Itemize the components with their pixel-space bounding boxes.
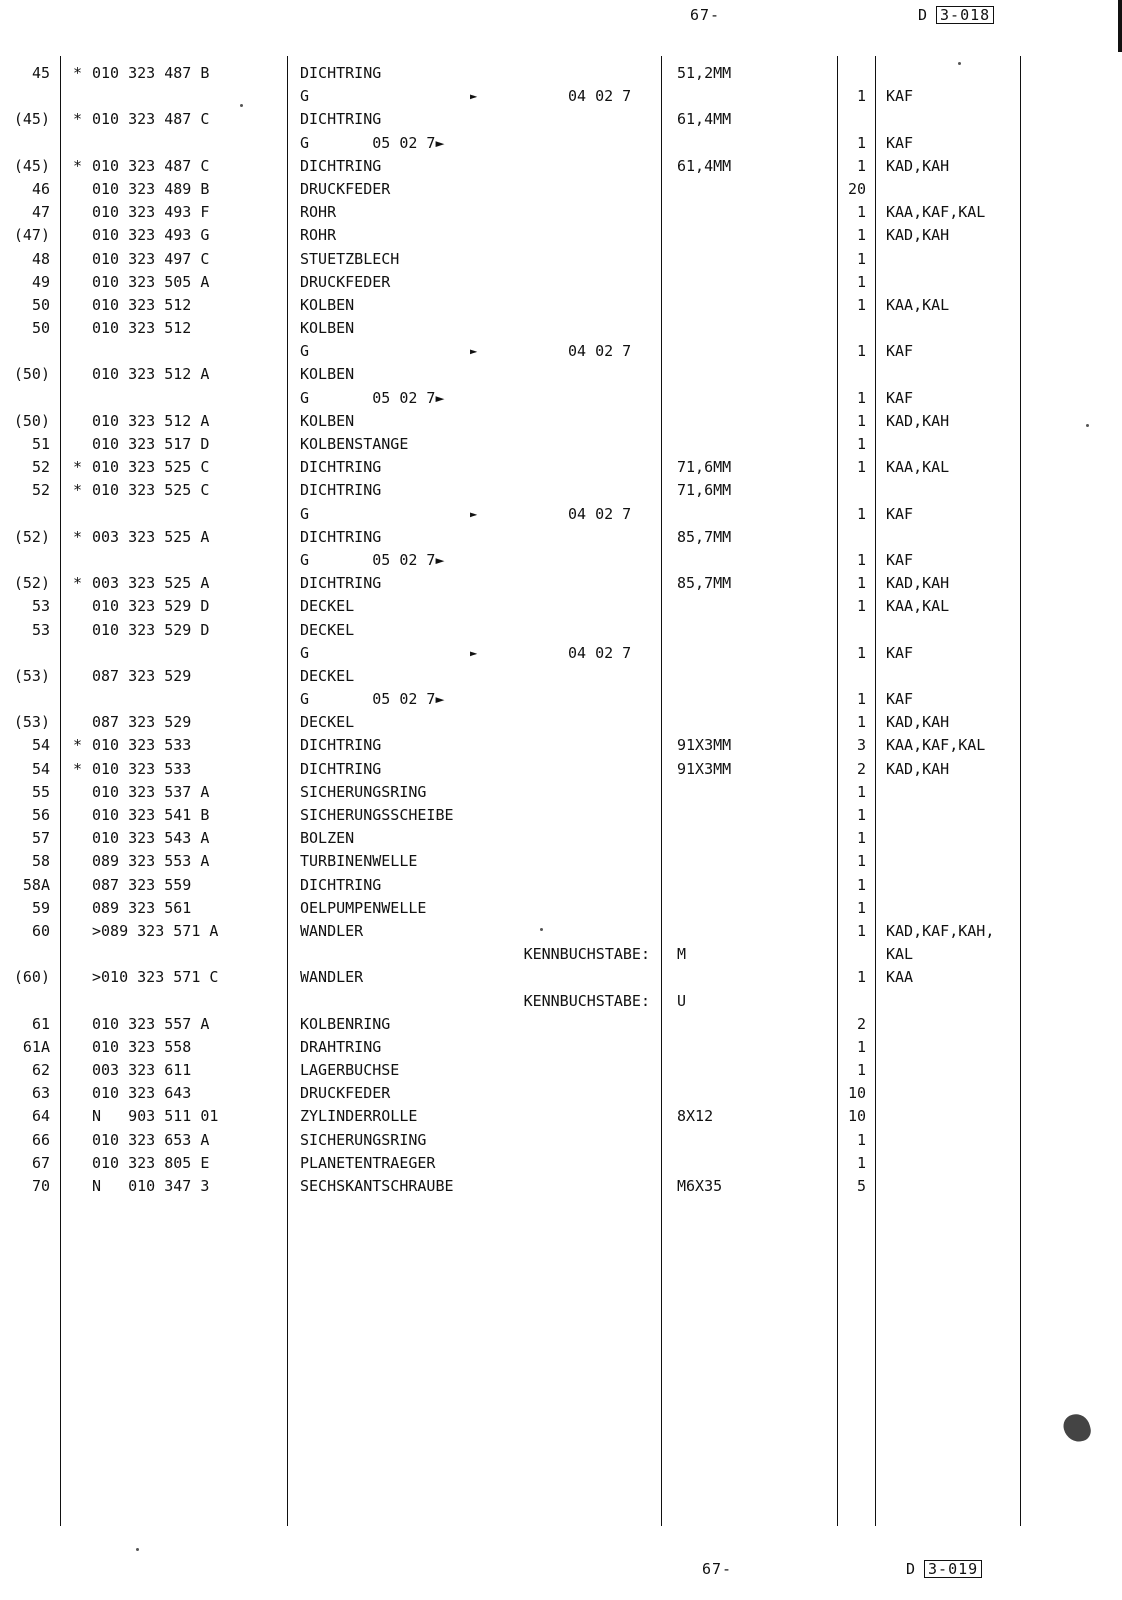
quantity: 1 bbox=[856, 458, 866, 477]
part-number: 010 323 805 E bbox=[92, 1153, 210, 1172]
table-row bbox=[0, 1059, 1122, 1082]
position-number: 56 bbox=[31, 806, 50, 824]
part-number: 010 323 529 D bbox=[92, 620, 210, 639]
part-number: N 010 347 3 bbox=[92, 1177, 210, 1195]
position-number: 66 bbox=[31, 1130, 50, 1149]
table-row bbox=[0, 688, 1122, 711]
position-number: 52 bbox=[31, 458, 50, 477]
header-section-code: 3-018 bbox=[936, 6, 994, 24]
position-number: (60) bbox=[13, 968, 50, 987]
part-description: G 05 02 7► bbox=[300, 388, 445, 407]
part-number: 010 323 525 C bbox=[92, 481, 210, 500]
wear-part-marker: * bbox=[73, 736, 83, 755]
model-codes: KAD,KAH bbox=[886, 713, 950, 732]
part-number: 087 323 529 bbox=[92, 666, 192, 685]
change-date: 04 02 7 bbox=[568, 342, 632, 361]
position-number: (53) bbox=[13, 713, 50, 732]
change-arrow: ► bbox=[470, 506, 478, 521]
model-codes: KAF bbox=[886, 550, 914, 569]
position-number: 47 bbox=[31, 203, 50, 222]
model-codes: KAA,KAL bbox=[886, 597, 950, 616]
table-row bbox=[0, 433, 1122, 456]
part-description: WANDLER bbox=[300, 921, 364, 940]
part-number: 010 323 487 C bbox=[92, 110, 210, 129]
table-row bbox=[0, 804, 1122, 827]
wear-part-marker: * bbox=[73, 759, 83, 778]
part-spec: M bbox=[677, 945, 687, 964]
part-number: 089 323 553 A bbox=[92, 852, 210, 871]
part-number: 010 323 643 bbox=[92, 1084, 192, 1103]
model-codes: KAA,KAF,KAL bbox=[886, 736, 986, 755]
footer-section-letter: D bbox=[906, 1560, 917, 1578]
position-number: (50) bbox=[13, 365, 50, 384]
part-description: DECKEL bbox=[300, 713, 355, 732]
model-codes: KAA,KAL bbox=[886, 458, 950, 477]
quantity: 1 bbox=[856, 875, 866, 894]
position-number: 61 bbox=[31, 1014, 50, 1033]
table-row bbox=[0, 572, 1122, 595]
position-number: (45) bbox=[13, 110, 50, 129]
change-arrow: ► bbox=[470, 344, 478, 359]
position-number: 50 bbox=[31, 295, 50, 314]
part-spec: 61,4MM bbox=[677, 156, 732, 175]
part-spec: 71,6MM bbox=[677, 481, 732, 500]
part-description: DECKEL bbox=[300, 597, 355, 616]
table-row bbox=[0, 201, 1122, 224]
quantity: 1 bbox=[856, 226, 866, 245]
position-number: 63 bbox=[31, 1084, 50, 1103]
table-row bbox=[0, 178, 1122, 201]
wear-part-marker: * bbox=[73, 527, 83, 546]
part-number: 010 323 517 D bbox=[92, 435, 210, 453]
position-number: 50 bbox=[31, 319, 50, 338]
part-spec: 91X3MM bbox=[677, 736, 732, 755]
quantity: 1 bbox=[856, 921, 866, 940]
quantity: 1 bbox=[856, 1153, 866, 1172]
position-number: 54 bbox=[31, 759, 50, 778]
header-page-ref: 67- bbox=[690, 6, 721, 24]
model-codes: KAF bbox=[886, 690, 914, 709]
part-description: DICHTRING bbox=[300, 156, 382, 175]
table-row bbox=[0, 479, 1122, 502]
model-codes: KAL bbox=[886, 945, 914, 964]
quantity: 1 bbox=[856, 690, 866, 709]
quantity: 1 bbox=[856, 597, 866, 616]
quantity: 2 bbox=[856, 759, 866, 778]
quantity: 1 bbox=[856, 643, 866, 662]
table-row bbox=[0, 595, 1122, 618]
table-row bbox=[0, 850, 1122, 873]
part-number: 010 323 487 C bbox=[92, 156, 210, 175]
model-codes: KAF bbox=[886, 504, 914, 523]
part-description: G bbox=[300, 87, 310, 106]
quantity: 1 bbox=[856, 898, 866, 917]
change-arrow: ► bbox=[470, 645, 478, 660]
table-row bbox=[0, 642, 1122, 665]
quantity: 1 bbox=[856, 1037, 866, 1056]
part-description: ROHR bbox=[300, 203, 337, 222]
quantity: 1 bbox=[856, 156, 866, 175]
part-number: 010 323 493 G bbox=[92, 226, 210, 245]
quantity: 1 bbox=[856, 435, 866, 453]
quantity: 3 bbox=[856, 736, 866, 755]
part-description: KOLBEN bbox=[300, 295, 355, 314]
table-row bbox=[0, 711, 1122, 734]
wear-part-marker: * bbox=[73, 481, 83, 500]
table-row bbox=[0, 1175, 1122, 1198]
table-row bbox=[0, 503, 1122, 526]
scan-speck bbox=[136, 1548, 139, 1551]
quantity: 1 bbox=[856, 574, 866, 593]
table-row bbox=[0, 943, 1122, 966]
part-description: DRUCKFEDER bbox=[300, 272, 391, 291]
part-spec: 91X3MM bbox=[677, 759, 732, 778]
position-number: 59 bbox=[31, 898, 50, 917]
model-codes: KAF bbox=[886, 643, 914, 662]
table-row bbox=[0, 1013, 1122, 1036]
part-spec: 85,7MM bbox=[677, 527, 732, 546]
part-number: >010 323 571 C bbox=[92, 968, 219, 987]
part-number: 010 323 525 C bbox=[92, 458, 210, 477]
model-codes: KAF bbox=[886, 133, 914, 152]
table-row bbox=[0, 966, 1122, 989]
table-row bbox=[0, 526, 1122, 549]
quantity: 1 bbox=[856, 1130, 866, 1149]
table-row bbox=[0, 990, 1122, 1013]
position-number: 61A bbox=[22, 1037, 50, 1056]
part-description: G bbox=[300, 504, 310, 523]
position-number: 67 bbox=[31, 1153, 50, 1172]
table-row bbox=[0, 827, 1122, 850]
quantity: 1 bbox=[856, 272, 866, 291]
part-spec: 51,2MM bbox=[677, 64, 732, 82]
header-section bbox=[918, 6, 994, 24]
table-row bbox=[0, 224, 1122, 247]
position-number: 58A bbox=[22, 875, 50, 894]
model-codes: KAD,KAH bbox=[886, 759, 950, 778]
part-description: G 05 02 7► bbox=[300, 550, 445, 569]
table-row bbox=[0, 1129, 1122, 1152]
quantity: 2 bbox=[856, 1014, 866, 1033]
quantity: 1 bbox=[856, 203, 866, 222]
part-description: DICHTRING bbox=[300, 527, 382, 546]
model-codes: KAD,KAH bbox=[886, 574, 950, 593]
part-number: 010 323 512 bbox=[92, 319, 192, 338]
quantity: 5 bbox=[856, 1177, 866, 1195]
ink-blot bbox=[1061, 1411, 1093, 1445]
change-date: 04 02 7 bbox=[568, 504, 632, 523]
position-number: 58 bbox=[31, 852, 50, 871]
table-row bbox=[0, 456, 1122, 479]
model-codes: KAD,KAF,KAH, bbox=[886, 921, 995, 940]
part-description: SECHSKANTSCHRAUBE bbox=[300, 1177, 454, 1195]
position-number: 53 bbox=[31, 620, 50, 639]
position-number: 48 bbox=[31, 249, 50, 268]
part-number: 010 323 533 bbox=[92, 736, 192, 755]
table-row bbox=[0, 897, 1122, 920]
scan-speck bbox=[1086, 424, 1089, 427]
position-number: 49 bbox=[31, 272, 50, 291]
footer-page-ref: 67- bbox=[702, 1560, 733, 1578]
part-description: G bbox=[300, 643, 310, 662]
part-description: DICHTRING bbox=[300, 458, 382, 477]
part-description: G 05 02 7► bbox=[300, 690, 445, 709]
wear-part-marker: * bbox=[73, 64, 83, 82]
part-number: 010 323 493 F bbox=[92, 203, 210, 222]
position-number: 52 bbox=[31, 481, 50, 500]
part-number: 003 323 611 bbox=[92, 1061, 192, 1080]
quantity: 1 bbox=[856, 852, 866, 871]
part-number: 087 323 559 bbox=[92, 875, 192, 894]
part-description: DICHTRING bbox=[300, 110, 382, 129]
quantity: 1 bbox=[856, 388, 866, 407]
part-description: TURBINENWELLE bbox=[300, 852, 418, 871]
quantity: 10 bbox=[847, 1084, 866, 1103]
model-codes: KAA bbox=[886, 968, 914, 987]
footer-section-code: 3-019 bbox=[924, 1560, 982, 1578]
part-spec: U bbox=[677, 991, 687, 1010]
quantity: 1 bbox=[856, 342, 866, 361]
part-description: DRUCKFEDER bbox=[300, 1084, 391, 1103]
change-arrow: ► bbox=[470, 89, 478, 104]
part-spec: M6X35 bbox=[677, 1177, 723, 1195]
part-description: DICHTRING bbox=[300, 875, 382, 894]
position-number: 57 bbox=[31, 829, 50, 848]
model-codes: KAD,KAH bbox=[886, 411, 950, 430]
table-row bbox=[0, 387, 1122, 410]
model-codes: KAD,KAH bbox=[886, 156, 950, 175]
header-section-letter: D bbox=[918, 6, 929, 24]
part-description: OELPUMPENWELLE bbox=[300, 898, 427, 917]
quantity: 1 bbox=[856, 713, 866, 732]
part-spec: 8X12 bbox=[677, 1107, 714, 1126]
table-row bbox=[0, 62, 1122, 85]
part-description: DICHTRING bbox=[300, 481, 382, 500]
part-number: 003 323 525 A bbox=[92, 527, 210, 546]
position-number: (52) bbox=[13, 574, 50, 593]
part-number: 010 323 489 B bbox=[92, 179, 210, 198]
part-number: 010 323 512 A bbox=[92, 411, 210, 430]
change-date: 04 02 7 bbox=[568, 87, 632, 106]
quantity: 1 bbox=[856, 87, 866, 106]
table-row bbox=[0, 363, 1122, 386]
table-row bbox=[0, 781, 1122, 804]
position-number: 70 bbox=[31, 1177, 50, 1195]
scan-speck bbox=[240, 104, 243, 107]
quantity: 1 bbox=[856, 806, 866, 824]
part-description: DRUCKFEDER bbox=[300, 179, 391, 198]
table-row bbox=[0, 155, 1122, 178]
position-number: 62 bbox=[31, 1061, 50, 1080]
scan-speck bbox=[540, 928, 543, 931]
table-row bbox=[0, 734, 1122, 757]
part-spec: 85,7MM bbox=[677, 574, 732, 593]
position-number: 45 bbox=[31, 64, 50, 82]
part-number: >089 323 571 A bbox=[92, 921, 219, 940]
quantity: 1 bbox=[856, 249, 866, 268]
part-description: G 05 02 7► bbox=[300, 133, 445, 152]
table-row bbox=[0, 665, 1122, 688]
model-codes: KAF bbox=[886, 388, 914, 407]
part-number: 010 323 512 bbox=[92, 295, 192, 314]
part-description: WANDLER bbox=[300, 968, 364, 987]
table-row bbox=[0, 1036, 1122, 1059]
position-number: 51 bbox=[31, 435, 50, 453]
position-number: 46 bbox=[31, 179, 50, 198]
part-description: ZYLINDERROLLE bbox=[300, 1107, 418, 1126]
quantity: 1 bbox=[856, 295, 866, 314]
part-spec: 71,6MM bbox=[677, 458, 732, 477]
part-number: N 903 511 01 bbox=[92, 1107, 219, 1126]
model-codes: KAF bbox=[886, 87, 914, 106]
part-description: DRAHTRING bbox=[300, 1037, 382, 1056]
part-description: LAGERBUCHSE bbox=[300, 1061, 400, 1080]
table-row bbox=[0, 410, 1122, 433]
part-number: 003 323 525 A bbox=[92, 574, 210, 593]
part-number: 010 323 487 B bbox=[92, 64, 210, 82]
part-description: DICHTRING bbox=[300, 736, 382, 755]
footer-section bbox=[906, 1560, 982, 1578]
table-row bbox=[0, 85, 1122, 108]
quantity: 1 bbox=[856, 1061, 866, 1080]
position-number: (50) bbox=[13, 411, 50, 430]
parts-table bbox=[0, 62, 1122, 1198]
table-row bbox=[0, 758, 1122, 781]
model-codes: KAA,KAF,KAL bbox=[886, 203, 986, 222]
part-description: PLANETENTRAEGER bbox=[300, 1153, 436, 1172]
quantity: 1 bbox=[856, 133, 866, 152]
quantity: 1 bbox=[856, 968, 866, 987]
part-description: DECKEL bbox=[300, 666, 355, 685]
model-codes: KAF bbox=[886, 342, 914, 361]
part-number: 010 323 529 D bbox=[92, 597, 210, 616]
position-number: 53 bbox=[31, 597, 50, 616]
part-number: 010 323 505 A bbox=[92, 272, 210, 291]
change-date: 04 02 7 bbox=[568, 643, 632, 662]
wear-part-marker: * bbox=[73, 156, 83, 175]
table-row bbox=[0, 874, 1122, 897]
table-row bbox=[0, 340, 1122, 363]
quantity: 1 bbox=[856, 829, 866, 848]
part-description: KOLBEN bbox=[300, 411, 355, 430]
part-description: DECKEL bbox=[300, 620, 355, 639]
part-number: 010 323 512 A bbox=[92, 365, 210, 384]
part-number: 087 323 529 bbox=[92, 713, 192, 732]
part-number: 010 323 533 bbox=[92, 759, 192, 778]
part-number: 010 323 541 B bbox=[92, 806, 210, 824]
quantity: 20 bbox=[847, 179, 866, 198]
quantity: 10 bbox=[847, 1107, 866, 1126]
table-row bbox=[0, 108, 1122, 131]
table-row bbox=[0, 619, 1122, 642]
part-number: 010 323 497 C bbox=[92, 249, 210, 268]
table-row bbox=[0, 317, 1122, 340]
table-row bbox=[0, 132, 1122, 155]
part-description: G bbox=[300, 342, 310, 361]
page-edge-mark bbox=[1118, 0, 1122, 52]
part-description: KOLBENSTANGE bbox=[300, 435, 409, 453]
position-number: 54 bbox=[31, 736, 50, 755]
part-number: 010 323 537 A bbox=[92, 782, 210, 801]
part-number: 010 323 557 A bbox=[92, 1014, 210, 1033]
table-row bbox=[0, 549, 1122, 572]
part-number: 010 323 558 bbox=[92, 1037, 192, 1056]
table-row bbox=[0, 1152, 1122, 1175]
position-number: (52) bbox=[13, 527, 50, 546]
part-description: KOLBENRING bbox=[300, 1014, 391, 1033]
part-number: 010 323 653 A bbox=[92, 1130, 210, 1149]
part-number: 089 323 561 bbox=[92, 898, 192, 917]
position-number: (45) bbox=[13, 156, 50, 175]
position-number: 55 bbox=[31, 782, 50, 801]
part-description: DICHTRING bbox=[300, 64, 382, 82]
quantity: 1 bbox=[856, 411, 866, 430]
wear-part-marker: * bbox=[73, 574, 83, 593]
table-row bbox=[0, 271, 1122, 294]
quantity: 1 bbox=[856, 504, 866, 523]
part-description: ROHR bbox=[300, 226, 337, 245]
part-description: SICHERUNGSRING bbox=[300, 782, 427, 801]
position-number: 60 bbox=[31, 921, 50, 940]
quantity: 1 bbox=[856, 782, 866, 801]
model-codes: KAA,KAL bbox=[886, 295, 950, 314]
position-number: 64 bbox=[31, 1107, 50, 1126]
position-number: (47) bbox=[13, 226, 50, 245]
table-row bbox=[0, 1082, 1122, 1105]
wear-part-marker: * bbox=[73, 458, 83, 477]
table-row bbox=[0, 248, 1122, 271]
part-description: SICHERUNGSRING bbox=[300, 1130, 427, 1149]
part-description: DICHTRING bbox=[300, 574, 382, 593]
part-spec: 61,4MM bbox=[677, 110, 732, 129]
model-codes: KAD,KAH bbox=[886, 226, 950, 245]
part-number: 010 323 543 A bbox=[92, 829, 210, 848]
identifier-note: KENNBUCHSTABE: bbox=[523, 991, 650, 1010]
identifier-note: KENNBUCHSTABE: bbox=[523, 945, 650, 964]
scan-speck bbox=[958, 62, 961, 65]
table-row bbox=[0, 920, 1122, 943]
position-number: (53) bbox=[13, 666, 50, 685]
part-description: STUETZBLECH bbox=[300, 249, 400, 268]
table-row bbox=[0, 1105, 1122, 1128]
part-description: KOLBEN bbox=[300, 319, 355, 338]
wear-part-marker: * bbox=[73, 110, 83, 129]
table-row bbox=[0, 294, 1122, 317]
quantity: 1 bbox=[856, 550, 866, 569]
part-description: BOLZEN bbox=[300, 829, 355, 848]
part-description: KOLBEN bbox=[300, 365, 355, 384]
part-description: DICHTRING bbox=[300, 759, 382, 778]
part-description: SICHERUNGSSCHEIBE bbox=[300, 806, 454, 824]
